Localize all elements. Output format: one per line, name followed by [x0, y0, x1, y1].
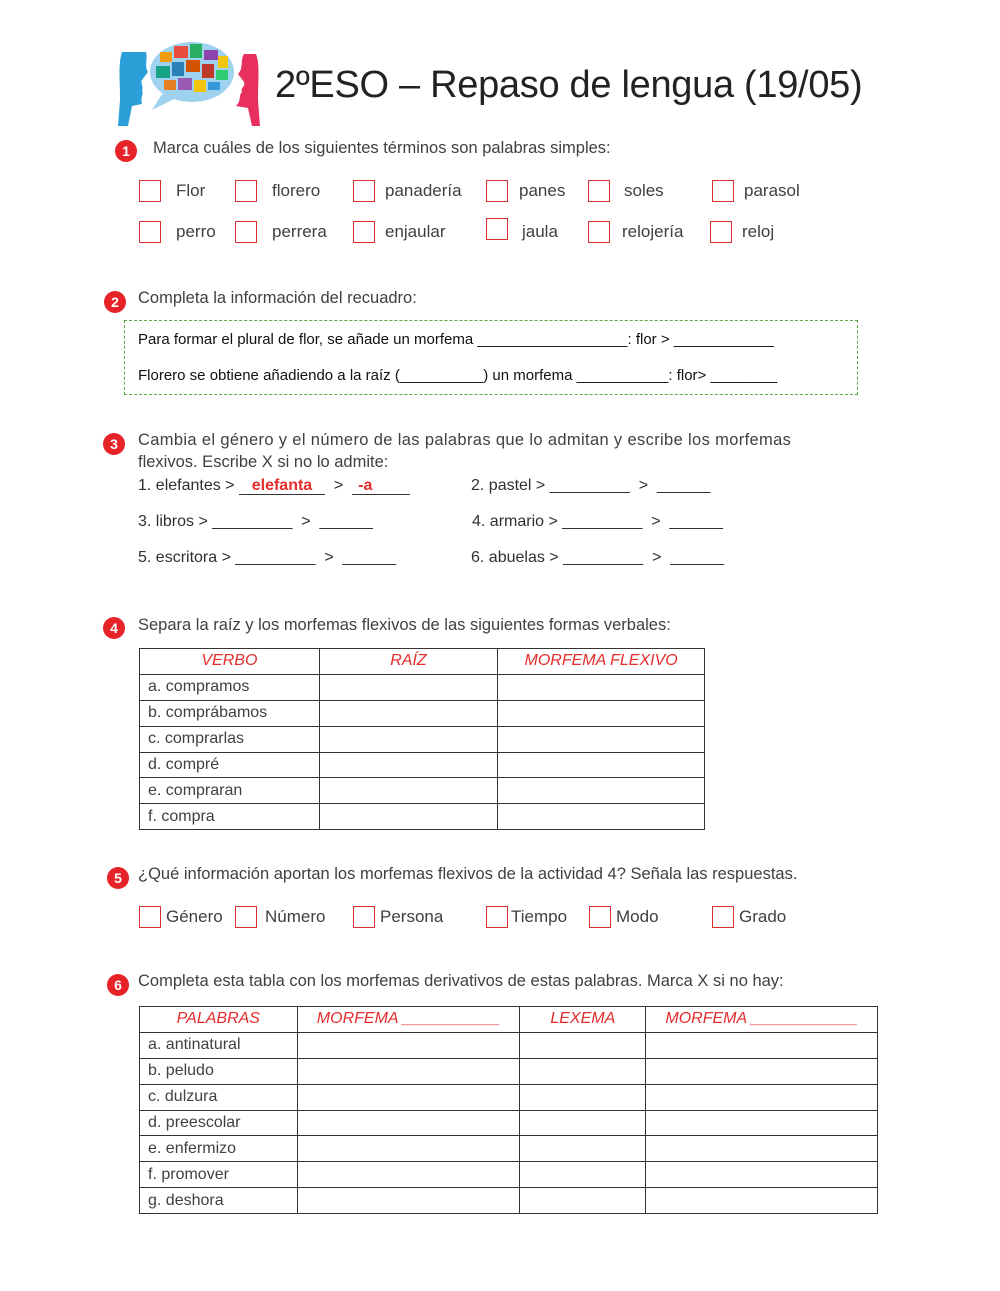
verb-cell: c. comprarlas	[140, 726, 320, 752]
table-row	[140, 752, 705, 778]
item-word: 2. pastel >	[471, 477, 546, 494]
exercise-5-instruction: ¿Qué información aportan los morfemas flexivos de la actividad 4? Señala las respuestas.	[138, 865, 798, 883]
checkbox-label: Tiempo	[511, 907, 568, 926]
root-input-cell[interactable]	[319, 674, 497, 700]
suffix-input-cell[interactable]	[646, 1188, 878, 1214]
item-word: 4. armario >	[472, 513, 558, 530]
morpheme-input-cell[interactable]	[498, 726, 705, 752]
checkbox-persona[interactable]	[353, 906, 375, 928]
table-row	[140, 1058, 878, 1084]
table-row	[140, 1032, 878, 1058]
table-row	[140, 674, 705, 700]
word-cell: e. enfermizo	[140, 1136, 298, 1162]
root-input-cell[interactable]	[319, 804, 497, 830]
prefix-input-cell[interactable]	[297, 1162, 520, 1188]
column-header: VERBO	[140, 649, 320, 675]
checkbox-flor[interactable]	[139, 180, 161, 202]
separator: >	[652, 549, 662, 566]
checkbox-label: florero	[272, 181, 321, 200]
checkbox-label: Persona	[380, 907, 444, 926]
column-header: LEXEMA	[520, 1007, 646, 1033]
separator: >	[324, 549, 334, 566]
table-row	[140, 1084, 878, 1110]
morph-blank[interactable]: ______	[342, 549, 396, 566]
checkbox-panaderia[interactable]	[353, 180, 375, 202]
table-row	[140, 1162, 878, 1188]
morph-text: -a	[358, 477, 373, 494]
checkbox-label: reloj	[742, 222, 775, 241]
derivation-table	[139, 1006, 878, 1214]
exercise-3-item-3	[138, 513, 373, 531]
exercise-3-instruction-line-2: flexivos. Escribe X si no lo admite:	[138, 453, 389, 471]
root-input-cell[interactable]	[319, 700, 497, 726]
item-word: 1. elefantes >	[138, 477, 235, 494]
item-word: 3. libros >	[138, 513, 208, 530]
exercise-3-instruction-line-1: Cambia el género y el número de las palabras que lo admitan y escribe los morfemas	[138, 431, 792, 449]
column-header: PALABRAS	[140, 1007, 298, 1033]
table-header-row	[140, 1007, 878, 1033]
checkbox-genero[interactable]	[139, 906, 161, 928]
lexeme-input-cell[interactable]	[520, 1162, 646, 1188]
morph-blank[interactable]	[352, 478, 410, 495]
checkbox-tiempo[interactable]	[486, 906, 508, 928]
exercise-3-number: 3	[103, 433, 125, 455]
checkbox-florero[interactable]	[235, 180, 257, 202]
morpheme-input-cell[interactable]	[498, 804, 705, 830]
answer-blank[interactable]	[239, 478, 325, 495]
exercise-2-instruction: Completa la información del recuadro:	[138, 289, 417, 307]
suffix-input-cell[interactable]	[646, 1162, 878, 1188]
lexeme-input-cell[interactable]	[520, 1058, 646, 1084]
table-row	[140, 1136, 878, 1162]
word-cell: a. antinatural	[140, 1032, 298, 1058]
checkbox-label: panadería	[385, 181, 462, 200]
morpheme-input-cell[interactable]	[498, 778, 705, 804]
exercise-3-item-5	[138, 549, 396, 567]
checkbox-label: parasol	[744, 181, 800, 200]
morph-blank[interactable]: ______	[656, 477, 711, 494]
checkbox-label: Género	[166, 907, 223, 926]
morph-blank[interactable]: ______	[670, 549, 724, 566]
column-header: RAÍZ	[319, 649, 497, 675]
checkbox-jaula[interactable]	[486, 218, 508, 240]
column-header: MORFEMA FLEXIVO	[498, 649, 705, 675]
separator: >	[329, 477, 348, 494]
morpheme-input-cell[interactable]	[498, 752, 705, 778]
separator: >	[638, 477, 649, 494]
verb-cell: f. compra	[140, 804, 320, 830]
lexeme-input-cell[interactable]	[520, 1188, 646, 1214]
column-header: MORFEMA ____________	[646, 1007, 878, 1033]
word-cell: g. deshora	[140, 1188, 298, 1214]
word-cell: b. peludo	[140, 1058, 298, 1084]
table-row	[140, 700, 705, 726]
root-input-cell[interactable]	[319, 778, 497, 804]
prefix-input-cell[interactable]	[297, 1136, 520, 1162]
suffix-input-cell[interactable]	[646, 1032, 878, 1058]
checkbox-label: jaula	[522, 222, 558, 241]
checkbox-label: Modo	[616, 907, 659, 926]
morpheme-input-cell[interactable]	[498, 700, 705, 726]
checkbox-enjaular[interactable]	[353, 221, 375, 243]
table-header-row	[140, 649, 705, 675]
prefix-input-cell[interactable]	[297, 1188, 520, 1214]
exercise-2-number: 2	[104, 291, 126, 313]
word-cell: f. promover	[140, 1162, 298, 1188]
table-row	[140, 804, 705, 830]
root-input-cell[interactable]	[319, 752, 497, 778]
checkbox-reloj[interactable]	[710, 221, 732, 243]
suffix-input-cell[interactable]	[646, 1136, 878, 1162]
lexeme-input-cell[interactable]	[520, 1136, 646, 1162]
column-header: MORFEMA ___________	[297, 1007, 520, 1033]
checkbox-label: Número	[265, 907, 326, 926]
answer-text: elefanta	[251, 477, 313, 494]
exercise-5-number: 5	[107, 867, 129, 889]
verb-cell: b. comprábamos	[140, 700, 320, 726]
info-box-line-2: Florero se obtiene añadiendo a la raíz (__________) un morfema ___________: flor> ________	[138, 367, 778, 384]
exercise-3-item-6	[471, 549, 724, 567]
morpheme-input-cell[interactable]	[498, 674, 705, 700]
morph-blank[interactable]: ______	[669, 513, 723, 530]
answer-blank[interactable]: _________	[549, 477, 630, 494]
checkbox-label: perrera	[272, 222, 327, 241]
checkbox-label: Grado	[739, 907, 787, 926]
verb-table	[139, 648, 705, 830]
exercise-3-item-4	[472, 513, 723, 531]
exercise-6-number: 6	[107, 974, 129, 996]
prefix-input-cell[interactable]	[297, 1084, 520, 1110]
checkbox-soles[interactable]	[588, 180, 610, 202]
verb-cell: a. compramos	[140, 674, 320, 700]
checkbox-perro[interactable]	[139, 221, 161, 243]
word-cell: d. preescolar	[140, 1110, 298, 1136]
exercise-4-instruction: Separa la raíz y los morfemas flexivos de las siguientes formas verbales:	[138, 616, 671, 634]
checkbox-label: perro	[176, 222, 216, 241]
verb-cell: d. compré	[140, 752, 320, 778]
table-row	[140, 1188, 878, 1214]
prefix-input-cell[interactable]	[297, 1110, 520, 1136]
answer-blank[interactable]: _________	[562, 513, 643, 530]
suffix-input-cell[interactable]	[646, 1110, 878, 1136]
checkbox-grado[interactable]	[712, 906, 734, 928]
root-input-cell[interactable]	[319, 726, 497, 752]
separator: >	[301, 513, 311, 530]
answer-blank[interactable]: _________	[212, 513, 293, 530]
table-row	[140, 1110, 878, 1136]
item-word: 6. abuelas >	[471, 549, 559, 566]
word-cell: c. dulzura	[140, 1084, 298, 1110]
checkbox-relojeria[interactable]	[588, 221, 610, 243]
checkbox-label: enjaular	[385, 222, 446, 241]
lexeme-input-cell[interactable]	[520, 1110, 646, 1136]
table-row	[140, 778, 705, 804]
answer-blank[interactable]: _________	[563, 549, 644, 566]
morph-blank[interactable]: ______	[319, 513, 373, 530]
info-box-line-1: Para formar el plural de flor, se añade un morfema __________________: flor > ____________	[138, 331, 774, 348]
exercise-3-item-2	[471, 477, 710, 495]
checkbox-panes[interactable]	[486, 180, 508, 202]
page-title: 2ºESO – Repaso de lengua (19/05)	[275, 64, 863, 106]
exercise-1-instruction: Marca cuáles de los siguientes términos son palabras simples:	[153, 139, 611, 157]
exercise-4-number: 4	[103, 617, 125, 639]
suffix-input-cell[interactable]	[646, 1058, 878, 1084]
checkbox-numero[interactable]	[235, 906, 257, 928]
heads-speech-bubble-icon	[118, 40, 260, 128]
answer-blank[interactable]: _________	[235, 549, 316, 566]
table-row	[140, 726, 705, 752]
checkbox-label: Flor	[176, 181, 206, 200]
checkbox-label: panes	[519, 181, 566, 200]
exercise-1-number: 1	[115, 140, 137, 162]
lexeme-input-cell[interactable]	[520, 1084, 646, 1110]
lexeme-input-cell[interactable]	[520, 1032, 646, 1058]
verb-cell: e. compraran	[140, 778, 320, 804]
checkbox-parasol[interactable]	[712, 180, 734, 202]
suffix-input-cell[interactable]	[646, 1084, 878, 1110]
checkbox-label: relojería	[622, 222, 684, 241]
item-word: 5. escritora >	[138, 549, 231, 566]
exercise-3-item-1	[138, 477, 410, 495]
separator: >	[651, 513, 661, 530]
prefix-input-cell[interactable]	[297, 1032, 520, 1058]
exercise-6-instruction: Completa esta tabla con los morfemas derivativos de estas palabras. Marca X si no hay:	[138, 972, 784, 990]
checkbox-label: soles	[624, 181, 664, 200]
checkbox-perrera[interactable]	[235, 221, 257, 243]
prefix-input-cell[interactable]	[297, 1058, 520, 1084]
checkbox-modo[interactable]	[589, 906, 611, 928]
